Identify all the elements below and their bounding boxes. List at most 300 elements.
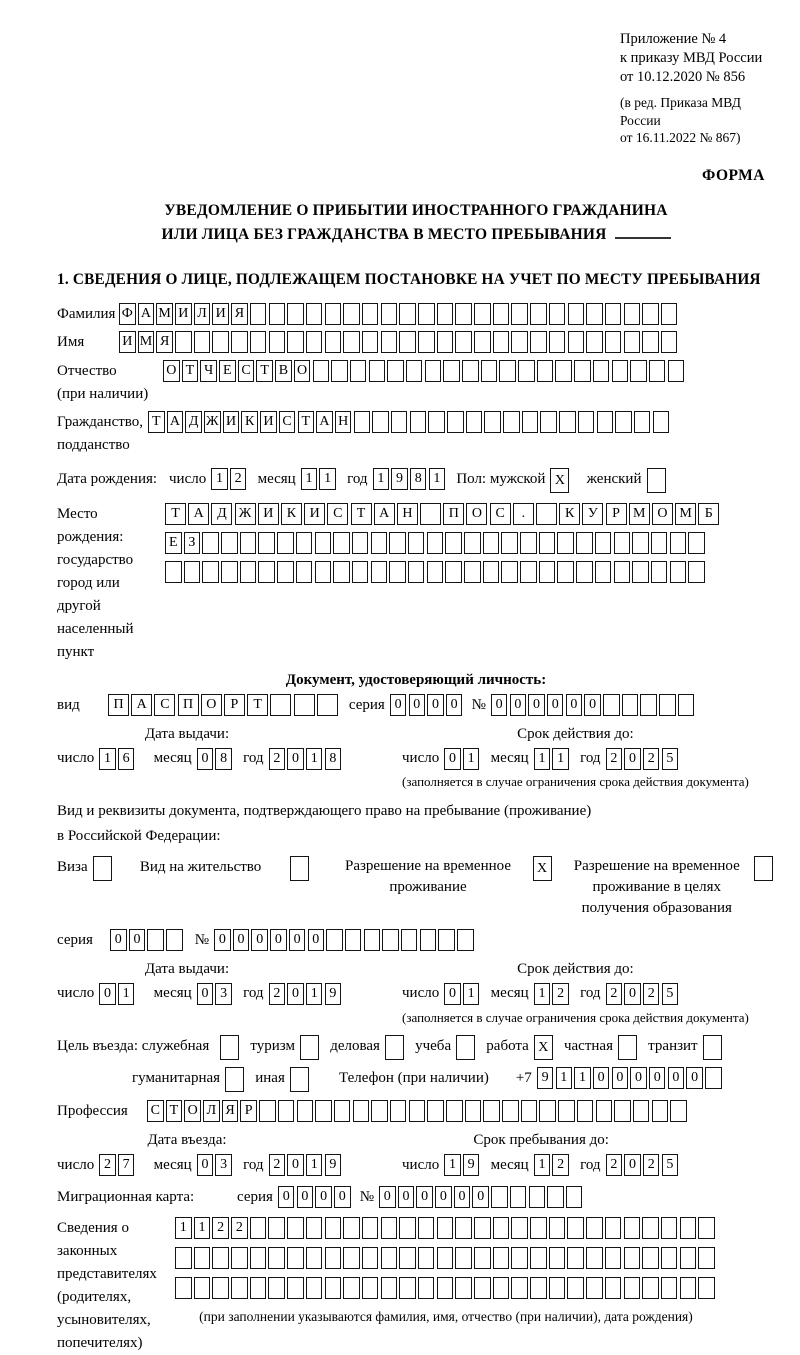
char-box[interactable]: X (533, 856, 552, 881)
char-box[interactable]: 1 (373, 468, 390, 490)
char-box[interactable] (455, 331, 472, 353)
char-box[interactable] (493, 331, 510, 353)
char-box[interactable] (586, 1247, 603, 1269)
char-box[interactable]: Р (224, 694, 245, 716)
char-box[interactable] (483, 561, 500, 583)
char-box[interactable]: Д (185, 411, 202, 433)
char-box[interactable]: 0 (624, 748, 641, 770)
char-box[interactable] (382, 929, 399, 951)
char-box[interactable]: 0 (334, 1186, 351, 1208)
char-box[interactable]: И (119, 331, 136, 353)
char-box[interactable]: 2 (99, 1154, 116, 1176)
char-box[interactable]: 0 (197, 1154, 214, 1176)
char-box[interactable]: 2 (606, 1154, 623, 1176)
char-box[interactable] (325, 331, 342, 353)
char-box[interactable] (353, 1100, 370, 1122)
char-box[interactable] (618, 1035, 637, 1060)
char-box[interactable] (603, 694, 620, 716)
char-box[interactable]: Ж (204, 411, 221, 433)
char-box[interactable]: 0 (390, 694, 407, 716)
char-box[interactable] (624, 1277, 641, 1299)
char-box[interactable]: 2 (643, 748, 660, 770)
char-box[interactable] (287, 1217, 304, 1239)
char-box[interactable]: Ф (119, 303, 136, 325)
char-box[interactable] (593, 360, 610, 382)
char-box[interactable] (287, 1277, 304, 1299)
char-box[interactable] (352, 561, 369, 583)
char-box[interactable] (511, 303, 528, 325)
char-box[interactable]: 0 (566, 694, 583, 716)
char-box[interactable] (364, 929, 381, 951)
char-box[interactable] (668, 360, 685, 382)
char-box[interactable]: 0 (315, 1186, 332, 1208)
char-box[interactable]: А (131, 694, 152, 716)
char-box[interactable] (381, 331, 398, 353)
char-box[interactable] (530, 1277, 547, 1299)
char-box[interactable] (521, 1100, 538, 1122)
char-box[interactable] (549, 303, 566, 325)
char-box[interactable]: 0 (197, 983, 214, 1005)
char-box[interactable] (530, 1217, 547, 1239)
char-box[interactable]: 0 (454, 1186, 471, 1208)
char-box[interactable]: 5 (662, 983, 679, 1005)
char-box[interactable]: 0 (472, 1186, 489, 1208)
char-box[interactable]: 1 (211, 468, 228, 490)
char-box[interactable] (334, 1100, 351, 1122)
char-box[interactable] (306, 1277, 323, 1299)
char-box[interactable] (464, 561, 481, 583)
char-box[interactable] (387, 360, 404, 382)
char-box[interactable] (605, 1277, 622, 1299)
char-box[interactable] (566, 1186, 583, 1208)
char-box[interactable]: М (138, 331, 155, 353)
char-box[interactable]: М (675, 503, 696, 525)
char-box[interactable]: 0 (129, 929, 146, 951)
char-box[interactable]: 2 (230, 468, 247, 490)
char-box[interactable] (277, 532, 294, 554)
char-box[interactable] (622, 694, 639, 716)
char-box[interactable] (680, 1217, 697, 1239)
char-box[interactable] (250, 1217, 267, 1239)
char-box[interactable] (530, 1247, 547, 1269)
char-box[interactable]: Т (148, 411, 165, 433)
char-box[interactable]: 0 (416, 1186, 433, 1208)
char-box[interactable]: С (490, 503, 511, 525)
char-box[interactable] (493, 1247, 510, 1269)
char-box[interactable]: С (327, 503, 348, 525)
char-box[interactable] (605, 331, 622, 353)
char-box[interactable]: У (582, 503, 603, 525)
char-box[interactable] (296, 561, 313, 583)
char-box[interactable] (297, 1100, 314, 1122)
char-box[interactable] (427, 1100, 444, 1122)
char-box[interactable] (456, 1035, 475, 1060)
char-box[interactable] (520, 532, 537, 554)
char-box[interactable] (511, 1217, 528, 1239)
char-box[interactable]: Т (256, 360, 273, 382)
char-box[interactable] (343, 1277, 360, 1299)
char-box[interactable] (315, 1100, 332, 1122)
char-box[interactable] (537, 360, 554, 382)
char-box[interactable]: 0 (491, 694, 508, 716)
char-box[interactable] (212, 1247, 229, 1269)
char-box[interactable] (659, 694, 676, 716)
char-box[interactable]: А (374, 503, 395, 525)
char-box[interactable]: 1 (574, 1067, 591, 1089)
char-box[interactable]: 0 (379, 1186, 396, 1208)
char-box[interactable] (300, 1035, 319, 1060)
char-box[interactable]: 0 (427, 694, 444, 716)
char-box[interactable] (175, 1247, 192, 1269)
char-box[interactable] (250, 303, 267, 325)
char-box[interactable] (352, 532, 369, 554)
char-box[interactable] (306, 1217, 323, 1239)
char-box[interactable] (576, 561, 593, 583)
char-box[interactable] (539, 532, 556, 554)
char-box[interactable] (522, 411, 539, 433)
char-box[interactable] (651, 561, 668, 583)
char-box[interactable] (462, 360, 479, 382)
char-box[interactable]: 2 (643, 1154, 660, 1176)
char-box[interactable] (680, 1247, 697, 1269)
char-box[interactable] (362, 303, 379, 325)
char-box[interactable] (612, 360, 629, 382)
char-box[interactable] (212, 1277, 229, 1299)
char-box[interactable] (605, 1247, 622, 1269)
char-box[interactable] (455, 303, 472, 325)
char-box[interactable]: 0 (624, 983, 641, 1005)
char-box[interactable] (410, 411, 427, 433)
char-box[interactable] (465, 1100, 482, 1122)
char-box[interactable] (481, 360, 498, 382)
char-box[interactable] (510, 1186, 527, 1208)
char-box[interactable]: 2 (606, 748, 623, 770)
char-box[interactable]: 1 (306, 748, 323, 770)
char-box[interactable]: И (175, 303, 192, 325)
char-box[interactable] (390, 1100, 407, 1122)
char-box[interactable]: 0 (287, 748, 304, 770)
char-box[interactable]: 0 (409, 694, 426, 716)
char-box[interactable]: 1 (301, 468, 318, 490)
char-box[interactable] (568, 331, 585, 353)
char-box[interactable]: О (294, 360, 311, 382)
char-box[interactable]: А (138, 303, 155, 325)
char-box[interactable]: И (258, 503, 279, 525)
char-box[interactable] (557, 532, 574, 554)
char-box[interactable] (586, 331, 603, 353)
char-box[interactable]: 9 (325, 983, 342, 1005)
char-box[interactable] (483, 532, 500, 554)
char-box[interactable] (437, 303, 454, 325)
char-box[interactable] (184, 561, 201, 583)
char-box[interactable]: 1 (429, 468, 446, 490)
char-box[interactable] (268, 1277, 285, 1299)
char-box[interactable]: 9 (463, 1154, 480, 1176)
char-box[interactable] (624, 1217, 641, 1239)
char-box[interactable] (576, 532, 593, 554)
char-box[interactable] (586, 1217, 603, 1239)
char-box[interactable]: 6 (118, 748, 135, 770)
char-box[interactable] (549, 1217, 566, 1239)
char-box[interactable]: . (513, 503, 534, 525)
char-box[interactable] (389, 532, 406, 554)
char-box[interactable] (296, 532, 313, 554)
char-box[interactable] (437, 1247, 454, 1269)
char-box[interactable] (362, 1247, 379, 1269)
char-box[interactable]: 1 (463, 748, 480, 770)
char-box[interactable]: 0 (444, 983, 461, 1005)
char-box[interactable] (259, 1100, 276, 1122)
char-box[interactable]: 1 (534, 1154, 551, 1176)
char-box[interactable] (484, 411, 501, 433)
char-box[interactable]: 1 (306, 983, 323, 1005)
char-box[interactable] (220, 1035, 239, 1060)
char-box[interactable]: А (316, 411, 333, 433)
char-box[interactable]: 0 (99, 983, 116, 1005)
char-box[interactable]: 1 (444, 1154, 461, 1176)
char-box[interactable]: 2 (552, 983, 569, 1005)
char-box[interactable] (93, 856, 112, 881)
char-box[interactable] (605, 1217, 622, 1239)
char-box[interactable]: 0 (624, 1154, 641, 1176)
char-box[interactable] (371, 561, 388, 583)
char-box[interactable] (474, 1247, 491, 1269)
char-box[interactable] (418, 1277, 435, 1299)
char-box[interactable] (642, 1277, 659, 1299)
char-box[interactable] (250, 331, 267, 353)
char-box[interactable]: X (550, 468, 569, 493)
char-box[interactable] (202, 532, 219, 554)
char-box[interactable] (427, 532, 444, 554)
char-box[interactable] (661, 1247, 678, 1269)
char-box[interactable]: 1 (534, 983, 551, 1005)
char-box[interactable]: 1 (463, 983, 480, 1005)
char-box[interactable]: И (223, 411, 240, 433)
char-box[interactable] (225, 1067, 244, 1092)
char-box[interactable]: 2 (212, 1217, 229, 1239)
char-box[interactable]: 0 (686, 1067, 703, 1089)
char-box[interactable] (653, 411, 670, 433)
char-box[interactable] (427, 561, 444, 583)
char-box[interactable]: И (304, 503, 325, 525)
char-box[interactable] (428, 411, 445, 433)
char-box[interactable] (568, 303, 585, 325)
char-box[interactable]: Р (240, 1100, 257, 1122)
char-box[interactable] (549, 1277, 566, 1299)
char-box[interactable]: Т (182, 360, 199, 382)
char-box[interactable]: К (559, 503, 580, 525)
char-box[interactable] (491, 1186, 508, 1208)
char-box[interactable] (294, 694, 315, 716)
char-box[interactable] (381, 1217, 398, 1239)
char-box[interactable]: 2 (606, 983, 623, 1005)
char-box[interactable] (634, 411, 651, 433)
char-box[interactable] (455, 1247, 472, 1269)
char-box[interactable]: 1 (99, 748, 116, 770)
char-box[interactable] (661, 1277, 678, 1299)
char-box[interactable] (614, 561, 631, 583)
char-box[interactable] (586, 1277, 603, 1299)
char-box[interactable] (418, 1217, 435, 1239)
char-box[interactable]: Т (298, 411, 315, 433)
char-box[interactable] (536, 503, 557, 525)
char-box[interactable] (325, 303, 342, 325)
char-box[interactable] (258, 532, 275, 554)
char-box[interactable]: 1 (118, 983, 135, 1005)
char-box[interactable]: Ж (235, 503, 256, 525)
char-box[interactable]: 0 (287, 1154, 304, 1176)
char-box[interactable] (268, 1247, 285, 1269)
char-box[interactable] (595, 561, 612, 583)
char-box[interactable] (325, 1217, 342, 1239)
char-box[interactable] (559, 411, 576, 433)
char-box[interactable]: К (281, 503, 302, 525)
char-box[interactable] (483, 1100, 500, 1122)
char-box[interactable]: 0 (297, 1186, 314, 1208)
char-box[interactable]: 9 (391, 468, 408, 490)
char-box[interactable] (354, 411, 371, 433)
char-box[interactable] (642, 1247, 659, 1269)
char-box[interactable] (277, 561, 294, 583)
char-box[interactable] (212, 331, 229, 353)
char-box[interactable]: Н (335, 411, 352, 433)
char-box[interactable] (399, 1247, 416, 1269)
char-box[interactable] (399, 331, 416, 353)
char-box[interactable] (670, 561, 687, 583)
char-box[interactable] (269, 303, 286, 325)
char-box[interactable] (231, 1247, 248, 1269)
char-box[interactable] (326, 929, 343, 951)
char-box[interactable] (287, 303, 304, 325)
char-box[interactable]: 0 (270, 929, 287, 951)
char-box[interactable]: 0 (287, 983, 304, 1005)
char-box[interactable]: 1 (194, 1217, 211, 1239)
char-box[interactable]: Е (165, 532, 182, 554)
char-box[interactable] (455, 1217, 472, 1239)
char-box[interactable] (605, 303, 622, 325)
char-box[interactable]: С (238, 360, 255, 382)
char-box[interactable]: 8 (215, 748, 232, 770)
char-box[interactable] (362, 1217, 379, 1239)
char-box[interactable] (640, 694, 657, 716)
char-box[interactable]: X (534, 1035, 553, 1060)
char-box[interactable]: 0 (630, 1067, 647, 1089)
char-box[interactable] (333, 532, 350, 554)
char-box[interactable] (399, 1217, 416, 1239)
char-box[interactable]: Т (166, 1100, 183, 1122)
char-box[interactable] (437, 331, 454, 353)
char-box[interactable] (290, 856, 309, 881)
char-box[interactable] (474, 303, 491, 325)
char-box[interactable] (518, 360, 535, 382)
char-box[interactable]: Б (698, 503, 719, 525)
char-box[interactable]: 0 (278, 1186, 295, 1208)
char-box[interactable] (630, 360, 647, 382)
char-box[interactable] (661, 1217, 678, 1239)
char-box[interactable] (438, 929, 455, 951)
char-box[interactable] (391, 411, 408, 433)
char-box[interactable] (530, 303, 547, 325)
char-box[interactable] (166, 929, 183, 951)
char-box[interactable] (165, 561, 182, 583)
char-box[interactable]: Я (156, 331, 173, 353)
char-box[interactable]: П (443, 503, 464, 525)
char-box[interactable]: 0 (308, 929, 325, 951)
char-box[interactable] (425, 360, 442, 382)
char-box[interactable] (670, 1100, 687, 1122)
char-box[interactable]: 2 (643, 983, 660, 1005)
char-box[interactable] (345, 929, 362, 951)
char-box[interactable] (268, 1217, 285, 1239)
char-box[interactable] (290, 1067, 309, 1092)
char-box[interactable] (703, 1035, 722, 1060)
char-box[interactable] (315, 532, 332, 554)
char-box[interactable] (624, 303, 641, 325)
char-box[interactable] (466, 411, 483, 433)
char-box[interactable]: 0 (214, 929, 231, 951)
char-box[interactable] (596, 1100, 613, 1122)
char-box[interactable]: О (466, 503, 487, 525)
char-box[interactable] (315, 561, 332, 583)
char-box[interactable]: 2 (269, 1154, 286, 1176)
char-box[interactable]: М (156, 303, 173, 325)
char-box[interactable] (549, 331, 566, 353)
char-box[interactable]: Т (247, 694, 268, 716)
char-box[interactable]: 0 (197, 748, 214, 770)
char-box[interactable] (287, 1247, 304, 1269)
char-box[interactable] (250, 1247, 267, 1269)
char-box[interactable] (698, 1217, 715, 1239)
char-box[interactable]: О (163, 360, 180, 382)
char-box[interactable] (371, 1100, 388, 1122)
char-box[interactable]: 2 (552, 1154, 569, 1176)
char-box[interactable] (464, 532, 481, 554)
char-box[interactable]: С (147, 1100, 164, 1122)
char-box[interactable] (632, 561, 649, 583)
char-box[interactable]: 1 (556, 1067, 573, 1089)
char-box[interactable]: Я (222, 1100, 239, 1122)
char-box[interactable] (325, 1277, 342, 1299)
char-box[interactable]: И (212, 303, 229, 325)
char-box[interactable] (287, 331, 304, 353)
char-box[interactable] (647, 468, 666, 493)
char-box[interactable] (651, 532, 668, 554)
char-box[interactable] (474, 1277, 491, 1299)
char-box[interactable] (317, 694, 338, 716)
char-box[interactable] (642, 1217, 659, 1239)
char-box[interactable]: Н (397, 503, 418, 525)
char-box[interactable] (409, 1100, 426, 1122)
char-box[interactable] (399, 1277, 416, 1299)
char-box[interactable] (420, 503, 441, 525)
char-box[interactable] (231, 331, 248, 353)
char-box[interactable]: А (167, 411, 184, 433)
char-box[interactable] (240, 532, 257, 554)
char-box[interactable]: 1 (175, 1217, 192, 1239)
char-box[interactable] (539, 1100, 556, 1122)
char-box[interactable] (350, 360, 367, 382)
char-box[interactable] (306, 1247, 323, 1269)
char-box[interactable] (614, 532, 631, 554)
char-box[interactable] (474, 331, 491, 353)
char-box[interactable] (557, 561, 574, 583)
char-box[interactable] (578, 411, 595, 433)
char-box[interactable]: 0 (584, 694, 601, 716)
char-box[interactable] (381, 303, 398, 325)
char-box[interactable]: 2 (231, 1217, 248, 1239)
char-box[interactable] (698, 1277, 715, 1299)
char-box[interactable] (624, 1247, 641, 1269)
